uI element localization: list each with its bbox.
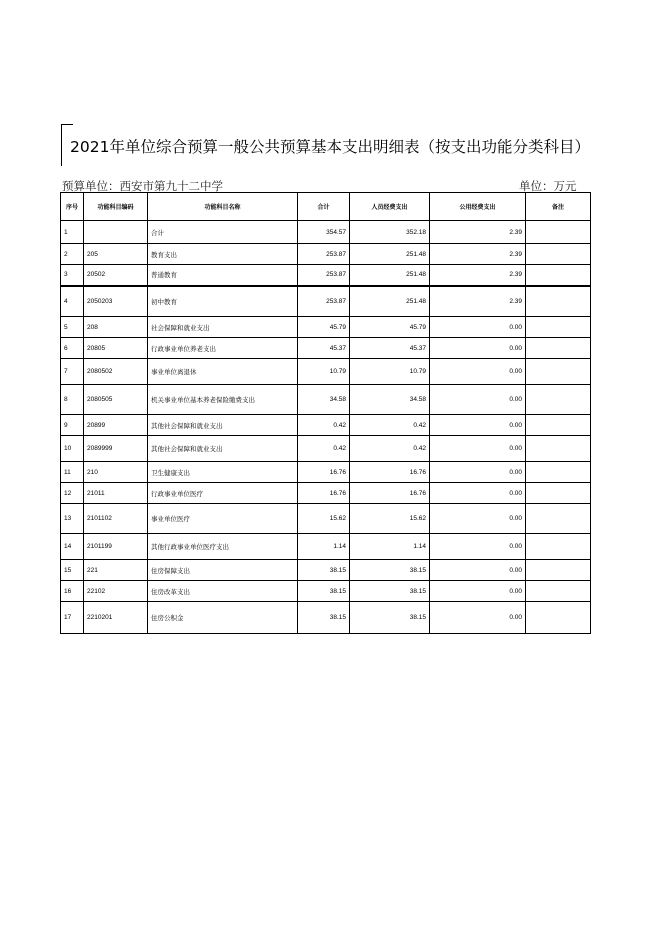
cell-seq: 5 — [61, 317, 84, 338]
cell-note — [526, 581, 591, 602]
table-row — [61, 534, 591, 560]
page-title: 2021年单位综合预算一般公共预算基本支出明细表（按支出功能分类科目） — [70, 138, 590, 156]
header-personnel: 人员经费支出 — [350, 193, 430, 221]
cell-seq: 15 — [61, 560, 84, 581]
cell-name: 其他行政事业单位医疗支出 — [148, 534, 298, 560]
cell-seq: 9 — [61, 415, 84, 436]
cell-personnel: 0.42 — [350, 415, 430, 436]
cell-total: 45.37 — [298, 338, 350, 359]
table-header-row — [61, 193, 591, 221]
cell-public: 0.00 — [430, 534, 526, 560]
cell-note — [526, 265, 591, 286]
cell-seq: 2 — [61, 244, 84, 265]
cell-code: 22102 — [84, 581, 148, 602]
cell-public: 0.00 — [430, 581, 526, 602]
cell-name: 行政事业单位医疗 — [148, 483, 298, 504]
budget-unit-name: 预算单位：西安市第九十二中学 — [62, 179, 223, 193]
table-row — [61, 244, 591, 265]
cell-personnel: 15.62 — [350, 504, 430, 534]
table-row — [61, 436, 591, 462]
cell-public: 0.00 — [430, 483, 526, 504]
cell-note — [526, 504, 591, 534]
table-row — [61, 338, 591, 359]
cell-note — [526, 385, 591, 415]
cell-code: 2080502 — [84, 359, 148, 385]
cell-seq: 7 — [61, 359, 84, 385]
cell-seq: 3 — [61, 265, 84, 286]
cell-name: 普通教育 — [148, 265, 298, 286]
cell-note — [526, 483, 591, 504]
cell-code: 2210201 — [84, 602, 148, 634]
cell-code: 20899 — [84, 415, 148, 436]
table-row — [61, 359, 591, 385]
header-total: 合计 — [298, 193, 350, 221]
cell-public: 0.00 — [430, 385, 526, 415]
cell-name: 住房改革支出 — [148, 581, 298, 602]
cell-public: 0.00 — [430, 338, 526, 359]
cell-personnel: 16.76 — [350, 462, 430, 483]
cell-note — [526, 359, 591, 385]
cell-name: 事业单位离退休 — [148, 359, 298, 385]
table-row — [61, 317, 591, 338]
cell-name: 事业单位医疗 — [148, 504, 298, 534]
cell-name: 卫生健康支出 — [148, 462, 298, 483]
cell-note — [526, 286, 591, 317]
cell-name: 合计 — [148, 221, 298, 244]
header-name: 功能科目名称 — [148, 193, 298, 221]
budget-detail-table — [60, 192, 591, 634]
cell-total: 1.14 — [298, 534, 350, 560]
cell-total: 253.87 — [298, 244, 350, 265]
cell-public: 2.39 — [430, 244, 526, 265]
cell-seq: 16 — [61, 581, 84, 602]
table-row — [61, 483, 591, 504]
table-row — [61, 415, 591, 436]
table-row — [61, 286, 591, 317]
cell-total: 0.42 — [298, 436, 350, 462]
cell-name: 机关事业单位基本养老保险缴费支出 — [148, 385, 298, 415]
cell-name: 其他社会保障和就业支出 — [148, 436, 298, 462]
cell-code: 208 — [84, 317, 148, 338]
cell-personnel: 16.76 — [350, 483, 430, 504]
table-row — [61, 221, 591, 244]
cell-code: 205 — [84, 244, 148, 265]
cell-seq: 17 — [61, 602, 84, 634]
cell-total: 253.87 — [298, 286, 350, 317]
cell-total: 38.15 — [298, 560, 350, 581]
cell-seq: 12 — [61, 483, 84, 504]
cell-public: 0.00 — [430, 462, 526, 483]
cell-seq: 4 — [61, 286, 84, 317]
cell-total: 253.87 — [298, 265, 350, 286]
cell-name: 其他社会保障和就业支出 — [148, 415, 298, 436]
cell-public: 0.00 — [430, 317, 526, 338]
table-row — [61, 265, 591, 286]
cell-code: 2089999 — [84, 436, 148, 462]
cell-code: 21011 — [84, 483, 148, 504]
cell-public: 2.39 — [430, 265, 526, 286]
cell-seq: 10 — [61, 436, 84, 462]
cell-note — [526, 602, 591, 634]
cell-total: 10.79 — [298, 359, 350, 385]
title-frame-top — [61, 124, 73, 125]
cell-note — [526, 462, 591, 483]
cell-total: 38.15 — [298, 581, 350, 602]
cell-code: 210 — [84, 462, 148, 483]
table-row — [61, 462, 591, 483]
cell-personnel: 45.79 — [350, 317, 430, 338]
table-row — [61, 385, 591, 415]
title-frame-left — [61, 124, 62, 166]
cell-code: 2101102 — [84, 504, 148, 534]
cell-note — [526, 436, 591, 462]
header-public: 公用经费支出 — [430, 193, 526, 221]
table-row — [61, 560, 591, 581]
cell-public: 0.00 — [430, 359, 526, 385]
cell-note — [526, 244, 591, 265]
cell-name: 初中教育 — [148, 286, 298, 317]
cell-personnel: 1.14 — [350, 534, 430, 560]
cell-personnel: 251.48 — [350, 265, 430, 286]
cell-public: 0.00 — [430, 602, 526, 634]
cell-total: 45.79 — [298, 317, 350, 338]
cell-code: 221 — [84, 560, 148, 581]
cell-code: 2080505 — [84, 385, 148, 415]
cell-total: 0.42 — [298, 415, 350, 436]
cell-personnel: 38.15 — [350, 560, 430, 581]
cell-public: 0.00 — [430, 504, 526, 534]
cell-public: 2.39 — [430, 221, 526, 244]
cell-seq: 8 — [61, 385, 84, 415]
cell-note — [526, 534, 591, 560]
table-row — [61, 581, 591, 602]
header-seq: 序号 — [61, 193, 84, 221]
cell-note — [526, 415, 591, 436]
cell-total: 15.62 — [298, 504, 350, 534]
cell-personnel: 251.48 — [350, 244, 430, 265]
currency-unit-label: 单位：万元 — [519, 179, 577, 193]
cell-total: 16.76 — [298, 483, 350, 504]
cell-note — [526, 560, 591, 581]
cell-public: 0.00 — [430, 436, 526, 462]
cell-personnel: 34.58 — [350, 385, 430, 415]
cell-name: 住房公积金 — [148, 602, 298, 634]
cell-personnel: 38.15 — [350, 581, 430, 602]
cell-total: 354.57 — [298, 221, 350, 244]
cell-code: 2101199 — [84, 534, 148, 560]
table-row — [61, 504, 591, 534]
cell-personnel: 45.37 — [350, 338, 430, 359]
cell-note — [526, 221, 591, 244]
cell-seq: 13 — [61, 504, 84, 534]
cell-personnel: 10.79 — [350, 359, 430, 385]
cell-note — [526, 338, 591, 359]
header-code: 功能科目编码 — [84, 193, 148, 221]
cell-name: 行政事业单位养老支出 — [148, 338, 298, 359]
cell-seq: 1 — [61, 221, 84, 244]
cell-code: 20805 — [84, 338, 148, 359]
cell-total: 34.58 — [298, 385, 350, 415]
cell-seq: 6 — [61, 338, 84, 359]
cell-name: 社会保障和就业支出 — [148, 317, 298, 338]
cell-seq: 14 — [61, 534, 84, 560]
cell-seq: 11 — [61, 462, 84, 483]
header-note: 备注 — [526, 193, 591, 221]
cell-personnel: 352.18 — [350, 221, 430, 244]
cell-personnel: 0.42 — [350, 436, 430, 462]
cell-personnel: 251.48 — [350, 286, 430, 317]
cell-personnel: 38.15 — [350, 602, 430, 634]
cell-total: 16.76 — [298, 462, 350, 483]
cell-public: 2.39 — [430, 286, 526, 317]
cell-public: 0.00 — [430, 560, 526, 581]
cell-public: 0.00 — [430, 415, 526, 436]
cell-note — [526, 317, 591, 338]
cell-code — [84, 221, 148, 244]
cell-code: 2050203 — [84, 286, 148, 317]
cell-total: 38.15 — [298, 602, 350, 634]
cell-name: 住房保障支出 — [148, 560, 298, 581]
cell-name: 教育支出 — [148, 244, 298, 265]
table-row — [61, 602, 591, 634]
cell-code: 20502 — [84, 265, 148, 286]
